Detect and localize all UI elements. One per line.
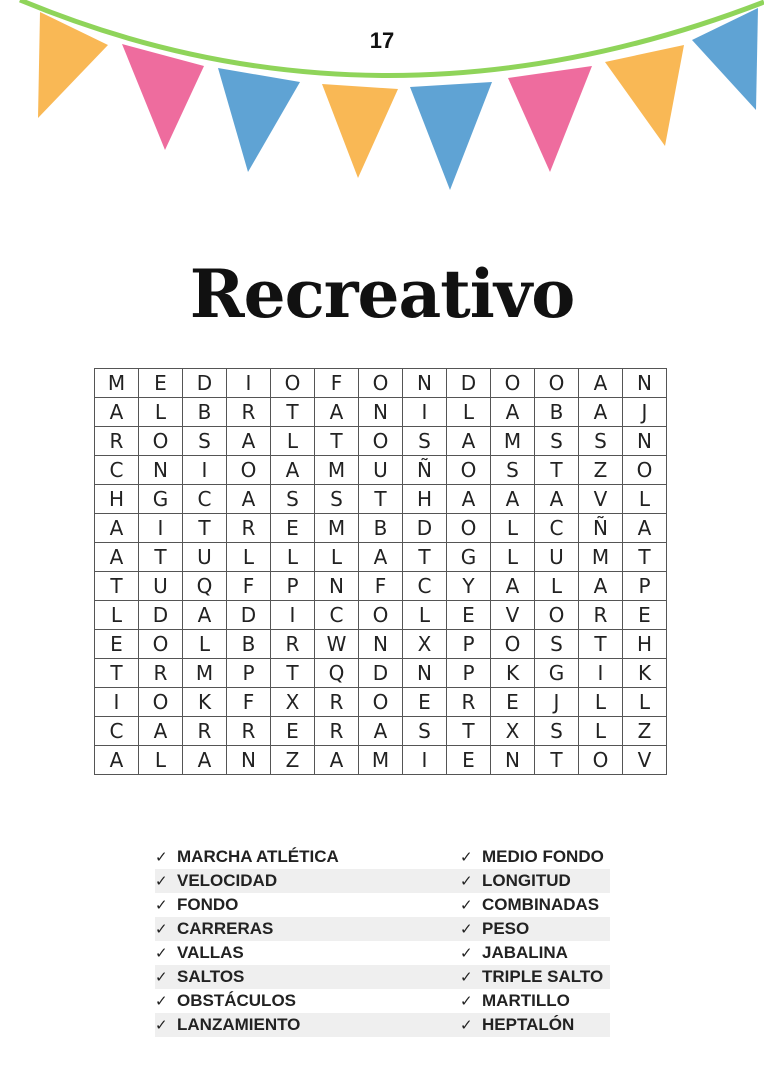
grid-cell[interactable]: B — [183, 398, 227, 427]
grid-cell[interactable]: R — [139, 659, 183, 688]
grid-cell[interactable]: E — [271, 717, 315, 746]
grid-cell[interactable]: K — [623, 659, 667, 688]
grid-cell[interactable]: T — [271, 398, 315, 427]
grid-cell[interactable]: E — [447, 746, 491, 775]
grid-cell[interactable]: L — [491, 543, 535, 572]
word-label: MARCHA ATLÉTICA — [177, 847, 339, 866]
word-list-row — [155, 845, 610, 869]
grid-cell[interactable]: A — [447, 427, 491, 456]
grid-cell[interactable]: R — [315, 717, 359, 746]
word-list-item — [155, 919, 460, 939]
grid-cell[interactable]: A — [183, 746, 227, 775]
grid-cell[interactable]: O — [227, 456, 271, 485]
grid-cell[interactable]: O — [447, 514, 491, 543]
word-list-item — [460, 895, 610, 915]
grid-cell[interactable]: S — [535, 717, 579, 746]
grid-cell[interactable]: A — [535, 485, 579, 514]
grid-cell[interactable]: N — [403, 369, 447, 398]
grid-cell[interactable]: S — [579, 427, 623, 456]
bunting-flag — [410, 82, 492, 190]
grid-cell[interactable]: O — [359, 601, 403, 630]
word-list-row — [155, 965, 610, 989]
grid-cell[interactable]: S — [491, 456, 535, 485]
grid-cell[interactable]: C — [315, 601, 359, 630]
grid-cell[interactable]: A — [447, 485, 491, 514]
grid-row — [95, 514, 667, 543]
grid-cell[interactable]: A — [315, 398, 359, 427]
word-label: LANZAMIENTO — [177, 1015, 301, 1034]
word-list-row — [155, 917, 610, 941]
grid-row — [95, 601, 667, 630]
word-label: TRIPLE SALTO — [482, 967, 604, 986]
grid-cell[interactable]: D — [227, 601, 271, 630]
grid-cell[interactable]: L — [315, 543, 359, 572]
bunting-flag — [605, 45, 684, 146]
checkmark-icon: ✓ — [155, 921, 168, 938]
grid-cell[interactable]: N — [139, 456, 183, 485]
grid-cell[interactable]: V — [491, 601, 535, 630]
grid-row — [95, 659, 667, 688]
checkmark-icon: ✓ — [460, 897, 473, 914]
grid-cell[interactable]: H — [623, 630, 667, 659]
grid-cell[interactable]: S — [315, 485, 359, 514]
grid-row — [95, 369, 667, 398]
grid-cell[interactable]: A — [271, 456, 315, 485]
grid-cell[interactable]: R — [447, 688, 491, 717]
grid-cell[interactable]: L — [271, 427, 315, 456]
grid-cell[interactable]: A — [623, 514, 667, 543]
grid-cell[interactable]: B — [359, 514, 403, 543]
grid-cell[interactable]: Z — [623, 717, 667, 746]
grid-cell[interactable]: D — [359, 659, 403, 688]
grid-cell[interactable]: S — [535, 427, 579, 456]
grid-cell[interactable]: A — [579, 572, 623, 601]
grid-cell[interactable]: L — [271, 543, 315, 572]
grid-cell[interactable]: K — [491, 659, 535, 688]
grid-cell[interactable]: Q — [315, 659, 359, 688]
grid-cell[interactable]: N — [623, 369, 667, 398]
word-list-item — [155, 967, 460, 987]
checkmark-icon: ✓ — [460, 873, 473, 890]
grid-cell[interactable]: P — [447, 630, 491, 659]
grid-cell[interactable]: R — [227, 398, 271, 427]
grid-cell[interactable]: E — [95, 630, 139, 659]
checkmark-icon: ✓ — [155, 993, 168, 1010]
grid-cell[interactable]: O — [623, 456, 667, 485]
grid-cell[interactable]: T — [535, 746, 579, 775]
word-list-item — [155, 991, 460, 1011]
grid-cell[interactable]: N — [227, 746, 271, 775]
checkmark-icon: ✓ — [460, 1017, 473, 1034]
grid-cell[interactable]: T — [183, 514, 227, 543]
grid-cell[interactable]: S — [271, 485, 315, 514]
grid-cell[interactable]: T — [271, 659, 315, 688]
word-label: VELOCIDAD — [177, 871, 278, 890]
grid-row — [95, 427, 667, 456]
word-list-row — [155, 1013, 610, 1037]
grid-cell[interactable]: I — [95, 688, 139, 717]
grid-cell[interactable]: D — [139, 601, 183, 630]
word-list — [155, 845, 610, 1045]
grid-cell[interactable]: M — [315, 514, 359, 543]
checkmark-icon: ✓ — [155, 1017, 168, 1034]
page-title: Recreativo — [189, 255, 575, 333]
grid-cell[interactable]: O — [491, 630, 535, 659]
grid-cell[interactable]: M — [491, 427, 535, 456]
grid-cell[interactable]: N — [403, 659, 447, 688]
grid-cell[interactable]: R — [227, 514, 271, 543]
word-list-item — [460, 871, 610, 891]
word-list-item — [155, 943, 460, 963]
grid-cell[interactable]: T — [139, 543, 183, 572]
grid-cell[interactable]: N — [359, 630, 403, 659]
word-label: JABALINA — [482, 943, 568, 962]
word-list-row — [155, 869, 610, 893]
grid-cell[interactable]: N — [315, 572, 359, 601]
grid-cell[interactable]: A — [491, 485, 535, 514]
bunting-flag — [322, 84, 398, 178]
grid-cell[interactable]: C — [95, 456, 139, 485]
grid-cell[interactable]: A — [227, 427, 271, 456]
grid-cell[interactable]: X — [491, 717, 535, 746]
grid-cell[interactable]: J — [623, 398, 667, 427]
grid-cell[interactable]: E — [491, 688, 535, 717]
grid-cell[interactable]: L — [623, 688, 667, 717]
grid-cell[interactable]: R — [579, 601, 623, 630]
grid-cell[interactable]: M — [579, 543, 623, 572]
grid-cell[interactable]: O — [139, 427, 183, 456]
grid-cell[interactable]: I — [579, 659, 623, 688]
grid-cell[interactable]: M — [359, 746, 403, 775]
grid-cell[interactable]: O — [447, 456, 491, 485]
grid-cell[interactable]: I — [183, 456, 227, 485]
grid-cell[interactable]: A — [227, 485, 271, 514]
bunting-flag — [508, 66, 592, 172]
grid-cell[interactable]: A — [183, 601, 227, 630]
checkmark-icon: ✓ — [155, 849, 168, 866]
grid-cell[interactable]: L — [183, 630, 227, 659]
page-number: 17 — [369, 28, 395, 53]
word-label: PESO — [482, 919, 530, 938]
grid-cell[interactable]: P — [623, 572, 667, 601]
grid-cell[interactable]: Z — [271, 746, 315, 775]
grid-cell[interactable]: A — [491, 572, 535, 601]
bunting-flag — [122, 44, 204, 150]
grid-cell[interactable]: L — [535, 572, 579, 601]
word-label: OBSTÁCULOS — [177, 991, 296, 1010]
grid-cell[interactable]: O — [359, 688, 403, 717]
grid-cell[interactable]: H — [95, 485, 139, 514]
word-list-row — [155, 893, 610, 917]
grid-cell[interactable]: H — [403, 485, 447, 514]
grid-cell[interactable]: E — [623, 601, 667, 630]
grid-cell[interactable]: Y — [447, 572, 491, 601]
grid-cell[interactable]: I — [139, 514, 183, 543]
grid-cell[interactable]: T — [315, 427, 359, 456]
grid-cell[interactable]: L — [623, 485, 667, 514]
grid-cell[interactable]: Ñ — [579, 514, 623, 543]
grid-cell[interactable]: N — [491, 746, 535, 775]
grid-cell[interactable]: D — [447, 369, 491, 398]
grid-cell[interactable]: F — [227, 688, 271, 717]
checkmark-icon: ✓ — [155, 969, 168, 986]
grid-cell[interactable]: I — [271, 601, 315, 630]
grid-cell[interactable]: A — [359, 543, 403, 572]
grid-cell[interactable]: T — [447, 717, 491, 746]
word-label: LONGITUD — [482, 871, 571, 890]
grid-cell[interactable]: N — [359, 398, 403, 427]
grid-cell[interactable]: A — [95, 543, 139, 572]
grid-cell[interactable]: A — [359, 717, 403, 746]
grid-cell[interactable]: A — [315, 746, 359, 775]
word-list-item — [155, 1015, 460, 1035]
grid-cell[interactable]: I — [227, 369, 271, 398]
grid-cell[interactable]: T — [95, 572, 139, 601]
grid-cell[interactable]: A — [579, 398, 623, 427]
grid-cell[interactable]: U — [183, 543, 227, 572]
checkmark-icon: ✓ — [460, 969, 473, 986]
grid-cell[interactable]: U — [535, 543, 579, 572]
word-list-item — [460, 847, 610, 867]
grid-cell[interactable]: K — [183, 688, 227, 717]
grid-cell[interactable]: R — [95, 427, 139, 456]
grid-cell[interactable]: O — [271, 369, 315, 398]
word-list-item — [460, 967, 610, 987]
grid-cell[interactable]: E — [403, 688, 447, 717]
word-label: MARTILLO — [482, 991, 570, 1010]
grid-row — [95, 746, 667, 775]
grid-cell[interactable]: L — [403, 601, 447, 630]
word-list-row — [155, 989, 610, 1013]
grid-cell[interactable]: F — [227, 572, 271, 601]
word-list-item — [460, 1015, 610, 1035]
grid-cell[interactable]: C — [535, 514, 579, 543]
grid-cell[interactable]: A — [491, 398, 535, 427]
grid-cell[interactable]: L — [447, 398, 491, 427]
grid-cell[interactable]: G — [535, 659, 579, 688]
grid-cell[interactable]: S — [535, 630, 579, 659]
grid-cell[interactable]: Z — [579, 456, 623, 485]
grid-cell[interactable]: O — [535, 369, 579, 398]
grid-cell[interactable]: X — [271, 688, 315, 717]
grid-cell[interactable]: C — [95, 717, 139, 746]
grid-cell[interactable]: S — [403, 427, 447, 456]
grid-cell[interactable]: O — [359, 369, 403, 398]
grid-row — [95, 485, 667, 514]
grid-cell[interactable]: E — [271, 514, 315, 543]
word-label: FONDO — [177, 895, 239, 914]
grid-cell[interactable]: B — [535, 398, 579, 427]
grid-cell[interactable]: L — [139, 398, 183, 427]
grid-cell[interactable]: C — [403, 572, 447, 601]
grid-row — [95, 688, 667, 717]
grid-cell[interactable]: Q — [183, 572, 227, 601]
grid-cell[interactable]: E — [447, 601, 491, 630]
grid-cell[interactable]: S — [183, 427, 227, 456]
grid-cell[interactable]: Ñ — [403, 456, 447, 485]
word-list-row — [155, 941, 610, 965]
grid-cell[interactable]: W — [315, 630, 359, 659]
grid-cell[interactable]: P — [227, 659, 271, 688]
checkmark-icon: ✓ — [460, 945, 473, 962]
grid-cell[interactable]: B — [227, 630, 271, 659]
grid-cell[interactable]: L — [95, 601, 139, 630]
grid-cell[interactable]: J — [535, 688, 579, 717]
grid-cell[interactable]: T — [95, 659, 139, 688]
grid-cell[interactable]: E — [139, 369, 183, 398]
grid-cell[interactable]: V — [579, 485, 623, 514]
checkmark-icon: ✓ — [460, 993, 473, 1010]
grid-cell[interactable]: D — [403, 514, 447, 543]
grid-cell[interactable]: L — [579, 688, 623, 717]
word-list-item — [155, 871, 460, 891]
grid-row — [95, 630, 667, 659]
grid-cell[interactable]: A — [579, 369, 623, 398]
word-list-item — [155, 895, 460, 915]
grid-cell[interactable]: I — [403, 398, 447, 427]
word-label: VALLAS — [177, 943, 244, 962]
grid-cell[interactable]: T — [623, 543, 667, 572]
grid-cell[interactable]: P — [271, 572, 315, 601]
grid-cell[interactable]: T — [359, 485, 403, 514]
word-list-item — [460, 943, 610, 963]
grid-cell[interactable]: G — [139, 485, 183, 514]
grid-cell[interactable]: O — [535, 601, 579, 630]
grid-cell[interactable]: T — [403, 543, 447, 572]
grid-cell[interactable]: R — [183, 717, 227, 746]
word-list-item — [460, 919, 610, 939]
grid-cell[interactable]: L — [139, 746, 183, 775]
grid-cell[interactable]: A — [95, 514, 139, 543]
word-label: HEPTALÓN — [482, 1015, 575, 1034]
grid-cell[interactable]: L — [491, 514, 535, 543]
grid-cell[interactable]: F — [359, 572, 403, 601]
grid-cell[interactable]: V — [623, 746, 667, 775]
grid-cell[interactable]: X — [403, 630, 447, 659]
grid-cell[interactable]: M — [183, 659, 227, 688]
grid-row — [95, 456, 667, 485]
grid-cell[interactable]: D — [183, 369, 227, 398]
checkmark-icon: ✓ — [460, 849, 473, 866]
grid-row — [95, 717, 667, 746]
grid-cell[interactable]: M — [95, 369, 139, 398]
grid-cell[interactable]: I — [403, 746, 447, 775]
checkmark-icon: ✓ — [155, 873, 168, 890]
word-label: MEDIO FONDO — [482, 847, 604, 866]
grid-cell[interactable]: A — [95, 746, 139, 775]
grid-cell[interactable]: O — [139, 630, 183, 659]
word-search-grid — [94, 368, 667, 775]
grid-cell[interactable]: O — [359, 427, 403, 456]
checkmark-icon: ✓ — [460, 921, 473, 938]
grid-cell[interactable]: L — [227, 543, 271, 572]
grid-cell[interactable]: G — [447, 543, 491, 572]
grid-row — [95, 398, 667, 427]
word-label: CARRERAS — [177, 919, 274, 938]
grid-cell[interactable]: C — [183, 485, 227, 514]
bunting-flag — [218, 68, 300, 172]
grid-cell[interactable]: O — [579, 746, 623, 775]
grid-row — [95, 572, 667, 601]
grid-cell[interactable]: U — [359, 456, 403, 485]
word-list-item — [155, 847, 460, 867]
grid-cell[interactable]: F — [315, 369, 359, 398]
word-label: SALTOS — [177, 967, 245, 986]
word-label: COMBINADAS — [482, 895, 600, 914]
grid-cell[interactable]: U — [139, 572, 183, 601]
grid-cell[interactable]: A — [95, 398, 139, 427]
grid-cell[interactable]: P — [447, 659, 491, 688]
grid-cell[interactable]: O — [139, 688, 183, 717]
grid-cell[interactable]: L — [579, 717, 623, 746]
grid-cell[interactable]: R — [227, 717, 271, 746]
grid-cell[interactable]: R — [315, 688, 359, 717]
word-list-item — [460, 991, 610, 1011]
grid-cell[interactable]: M — [315, 456, 359, 485]
grid-row — [95, 543, 667, 572]
grid-cell[interactable]: T — [535, 456, 579, 485]
grid-cell[interactable]: A — [139, 717, 183, 746]
checkmark-icon: ✓ — [155, 945, 168, 962]
grid-cell[interactable]: T — [579, 630, 623, 659]
grid-cell[interactable]: O — [491, 369, 535, 398]
grid-cell[interactable]: S — [403, 717, 447, 746]
grid-cell[interactable]: N — [623, 427, 667, 456]
checkmark-icon: ✓ — [155, 897, 168, 914]
grid-cell[interactable]: R — [271, 630, 315, 659]
